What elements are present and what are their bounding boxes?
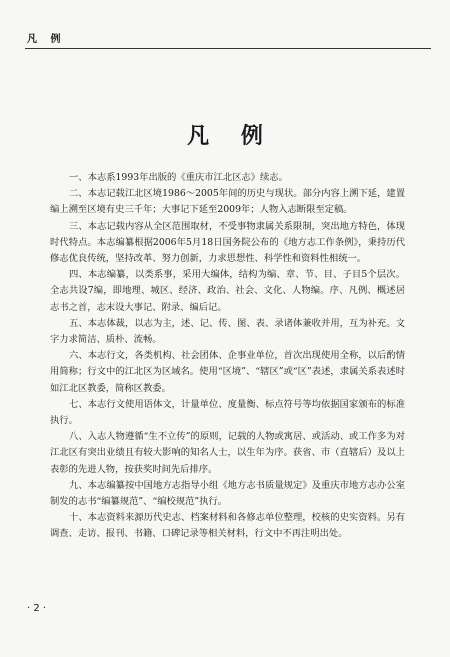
running-header-section-label: 凡 例 (27, 34, 66, 45)
guideline-item-5: 五、本志体裁，以志为主，述、记、传、图、表、录诸体兼收并用，互为补充。文字力求简洁、质朴、流畅。 (50, 317, 405, 346)
page-number: · 2 · (27, 603, 47, 614)
guideline-item-8: 八、入志人物遵循“生不立传”的原则，记载的人物或寓居、或活动、或工作多为对江北区有突出业绩且有较大影响的知名人士，以生年为序。获省、市（直辖后）及以上表彰的先进人物，按获奖时间先后排序。 (50, 431, 405, 475)
guideline-item-3: 三、本志记载内容从全区范围取材，不受事物隶属关系限制，突出地方特色，体现时代特点。本志编纂根据2006年5月18日国务院公布的《地方志工作条例》，秉持历代修志优良传统，坚持改革、努力创新，力求思想性、科学性和资料性相统一。 (50, 220, 405, 265)
guidelines-body (50, 170, 405, 543)
guideline-item-1: 一、本志系1993年出版的《重庆市江北区志》续志。 (69, 172, 288, 183)
guideline-item-2: 二、本志记载江北区境1986～2005年间的历史与现状。部分内容上溯下延，建置编上溯至区境有史三千年；大事记下延至2009年；人物入志断限至定稿。 (50, 188, 405, 216)
guideline-item-10: 十、本志资料来源历代史志、档案材料和各修志单位整理，校核的史实资料。另有调查、走访、报刊、书籍、口碑记录等相关材料，行文中不再注明出处。 (50, 512, 405, 540)
guideline-item-9: 九、本志编纂按中国地方志指导小组《地方志书质量规定》及重庆市地方志办公室制发的志书“编纂规范”、“编校规范”执行。 (50, 479, 405, 508)
guideline-item-4: 四、本志编纂，以类系事，采用大编体，结构为编、章、节、目、子目5个层次。全志共设7编，即地理、城区、经济、政治、社会、文化、人物编。序、凡例、概述居志书之首，志末设大事记、附录、编后记。 (50, 269, 405, 313)
guideline-item-6: 六、本志行文，各类机构、社会团体、企事业单位，首次出现使用全称，以后酌情用简称；行文中的江北区为区域名。使用“区境”、“辖区”或“区”表述，隶属关系表述时如江北区教委，简称区教委。 (50, 350, 405, 394)
guideline-item-7: 七、本志行文使用语体文，计量单位、度量衡、标点符号等均依据国家颁布的标准执行。 (50, 398, 405, 427)
page-title: 凡 例 (187, 123, 275, 149)
header-divider (25, 48, 431, 49)
